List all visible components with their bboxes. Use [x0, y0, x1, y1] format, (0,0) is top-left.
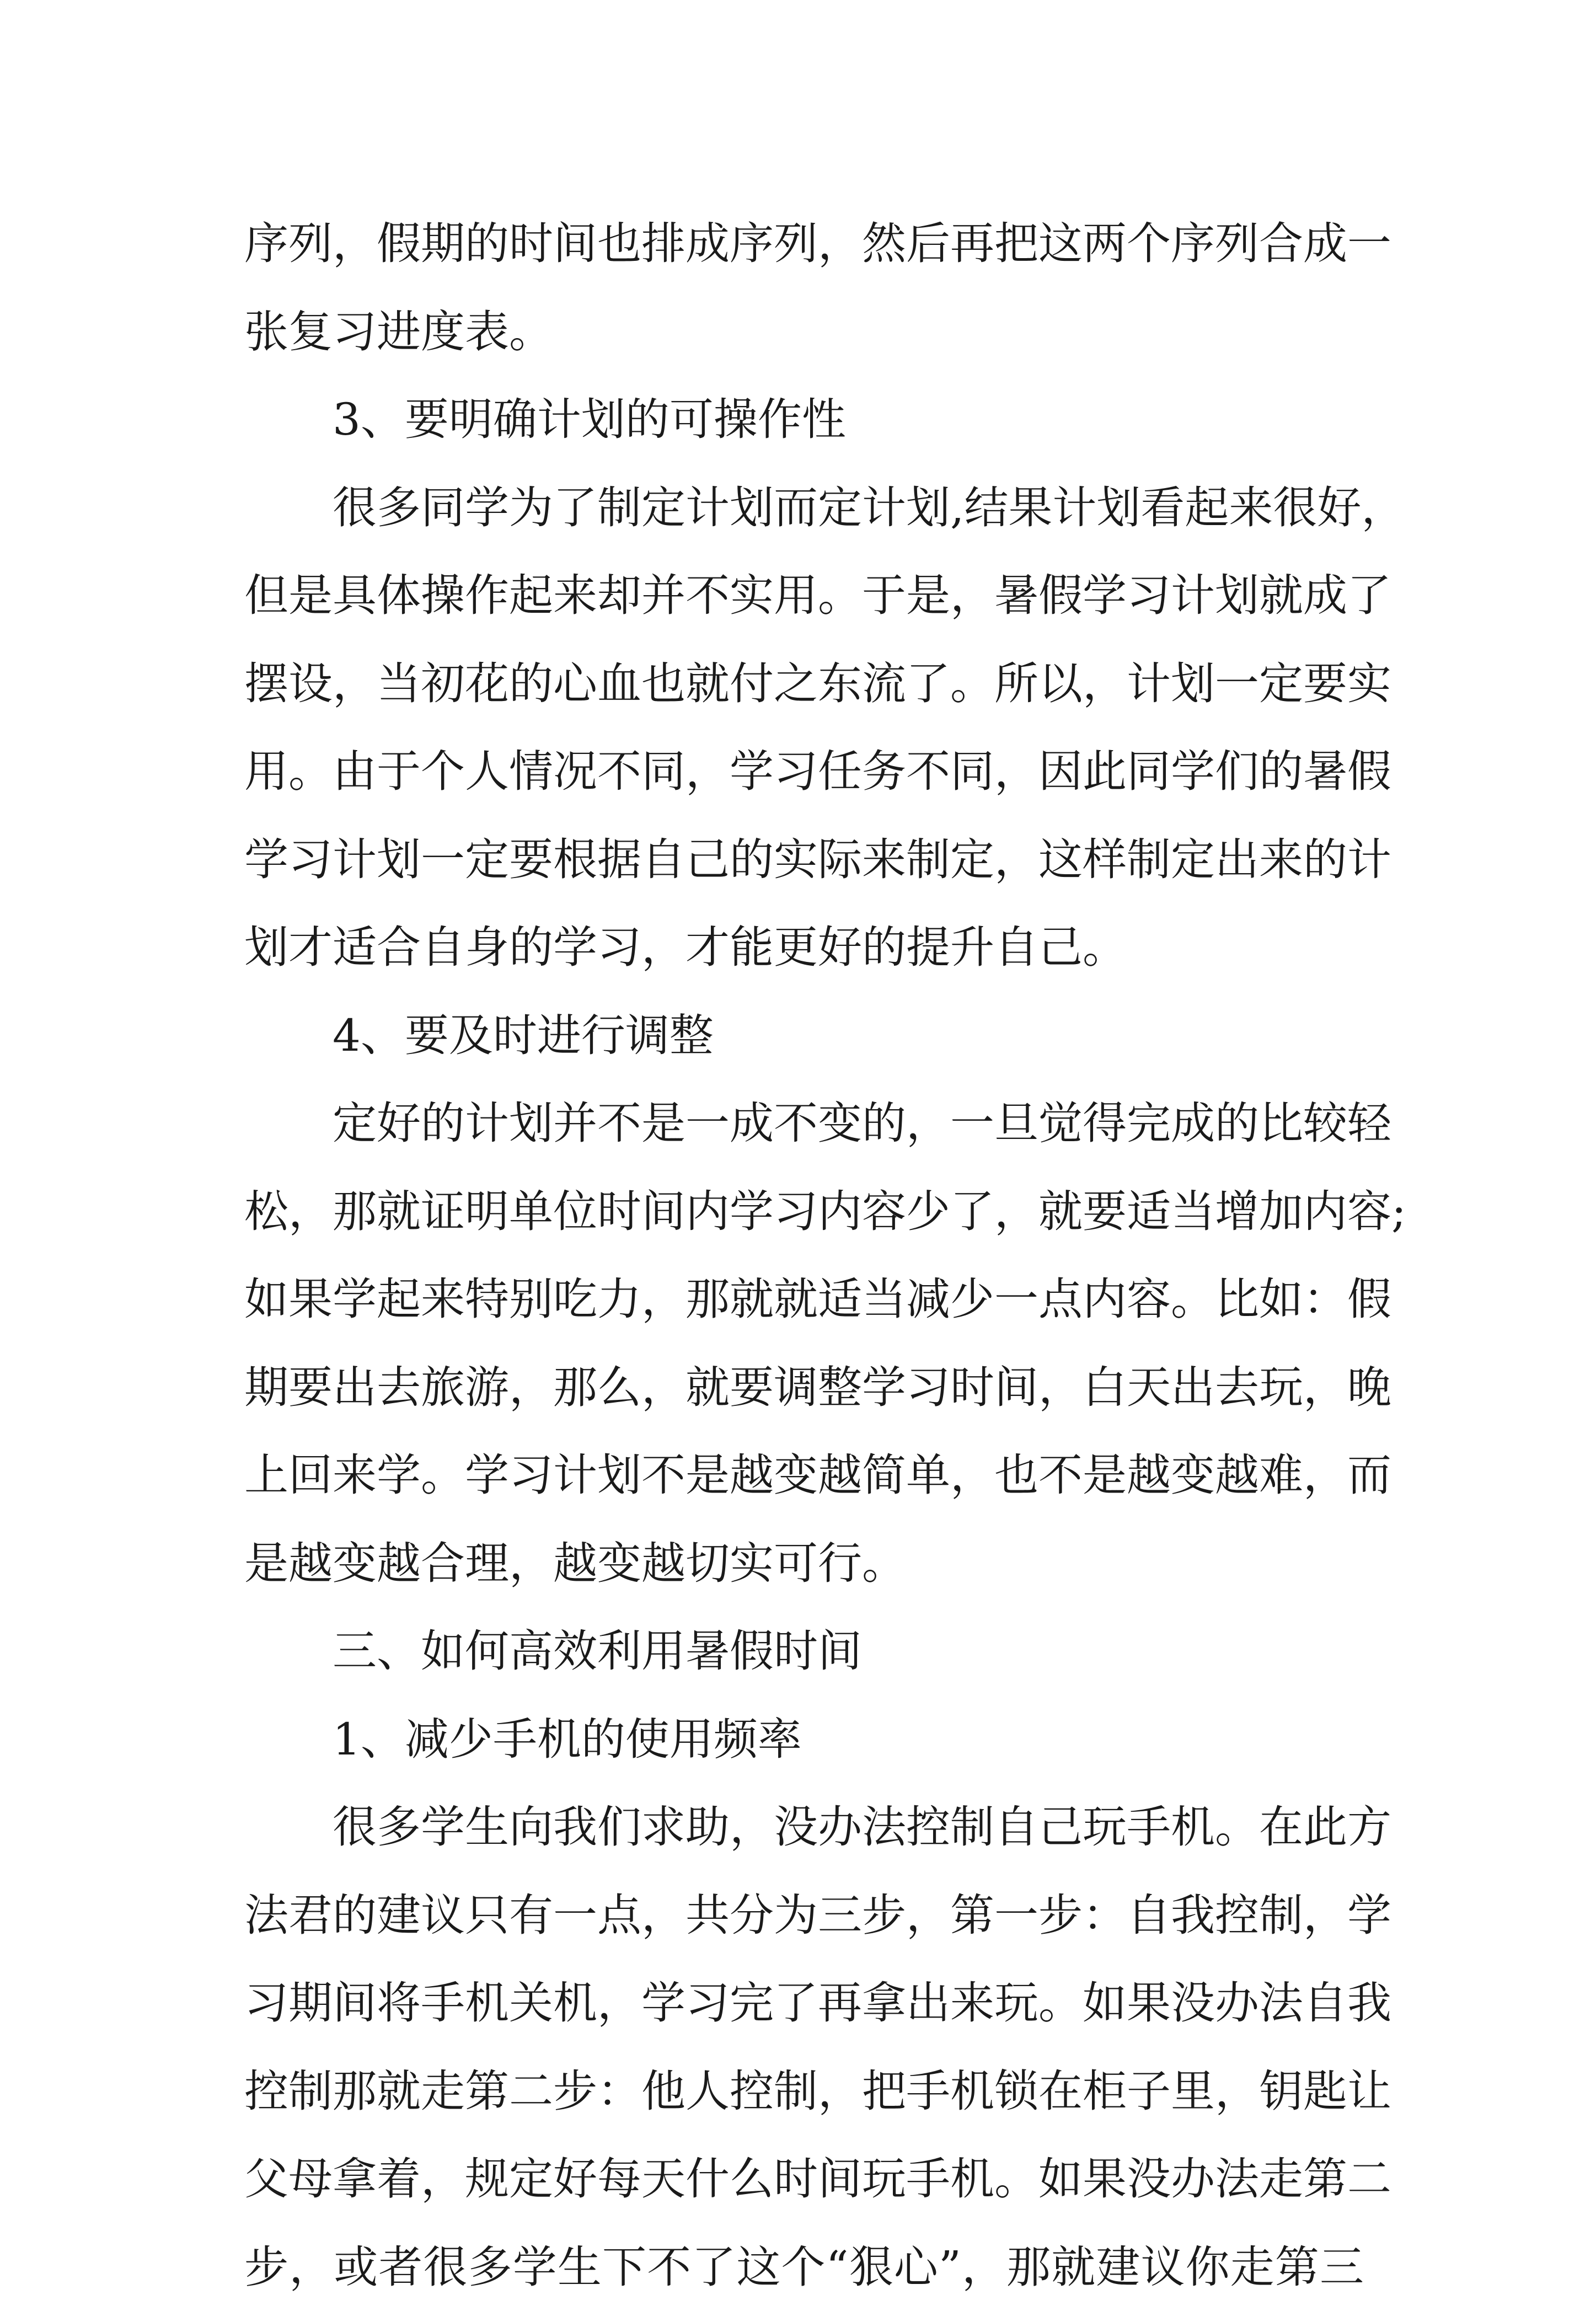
- text-line: 法君的建议只有一点，共分为三步，第一步：自我控制，学: [244, 1871, 1364, 1960]
- text-line: 很多学生向我们求助，没办法控制自己玩手机。在此方: [244, 1783, 1364, 1871]
- text-line: 步，或者很多学生下不了这个“狠心”，那就建议你走第三: [244, 2223, 1364, 2311]
- text-line: 控制那就走第二步：他人控制，把手机锁在柜子里，钥匙让: [244, 2047, 1364, 2136]
- text-line: 很多同学为了制定计划而定计划,结果计划看起来很好，: [244, 464, 1364, 552]
- text-line: 习期间将手机关机，学习完了再拿出来玩。如果没办法自我: [244, 1959, 1364, 2047]
- text-line: 松，那就证明单位时间内学习内容少了，就要适当增加内容;: [244, 1168, 1364, 1256]
- text-line: 是越变越合理，越变越切实可行。: [244, 1520, 1364, 1608]
- text-line: 序列，假期的时间也排成序列，然后再把这两个序列合成一: [244, 200, 1364, 288]
- text-line: 划才适合自身的学习，才能更好的提升自己。: [244, 903, 1364, 992]
- text-line: 但是具体操作起来却并不实用。于是，暑假学习计划就成了: [244, 552, 1364, 640]
- text-line: 期要出去旅游，那么，就要调整学习时间，白天出去玩，晚: [244, 1344, 1364, 1432]
- text-line: 上回来学。学习计划不是越变越简单，也不是越变越难，而: [244, 1431, 1364, 1520]
- text-line: 学习计划一定要根据自己的实际来制定，这样制定出来的计: [244, 816, 1364, 904]
- text-line: 摆设，当初花的心血也就付之东流了。所以，计划一定要实: [244, 640, 1364, 728]
- text-line: 张复习进度表。: [244, 288, 1364, 376]
- document-body: [244, 200, 1364, 2311]
- text-line: 定好的计划并不是一成不变的，一旦觉得完成的比较轻: [244, 1079, 1364, 1168]
- text-line: 父母拿着，规定好每天什么时间玩手机。如果没办法走第二: [244, 2135, 1364, 2223]
- section-heading: 3、要明确计划的可操作性: [244, 376, 1364, 464]
- section-heading: 4、要及时进行调整: [244, 992, 1364, 1080]
- section-heading: 三、如何高效利用暑假时间: [244, 1607, 1364, 1695]
- section-heading: 1、减少手机的使用频率: [244, 1695, 1364, 1784]
- text-line: 用。由于个人情况不同，学习任务不同，因此同学们的暑假: [244, 727, 1364, 816]
- text-line: 如果学起来特别吃力，那就就适当减少一点内容。比如：假: [244, 1255, 1364, 1344]
